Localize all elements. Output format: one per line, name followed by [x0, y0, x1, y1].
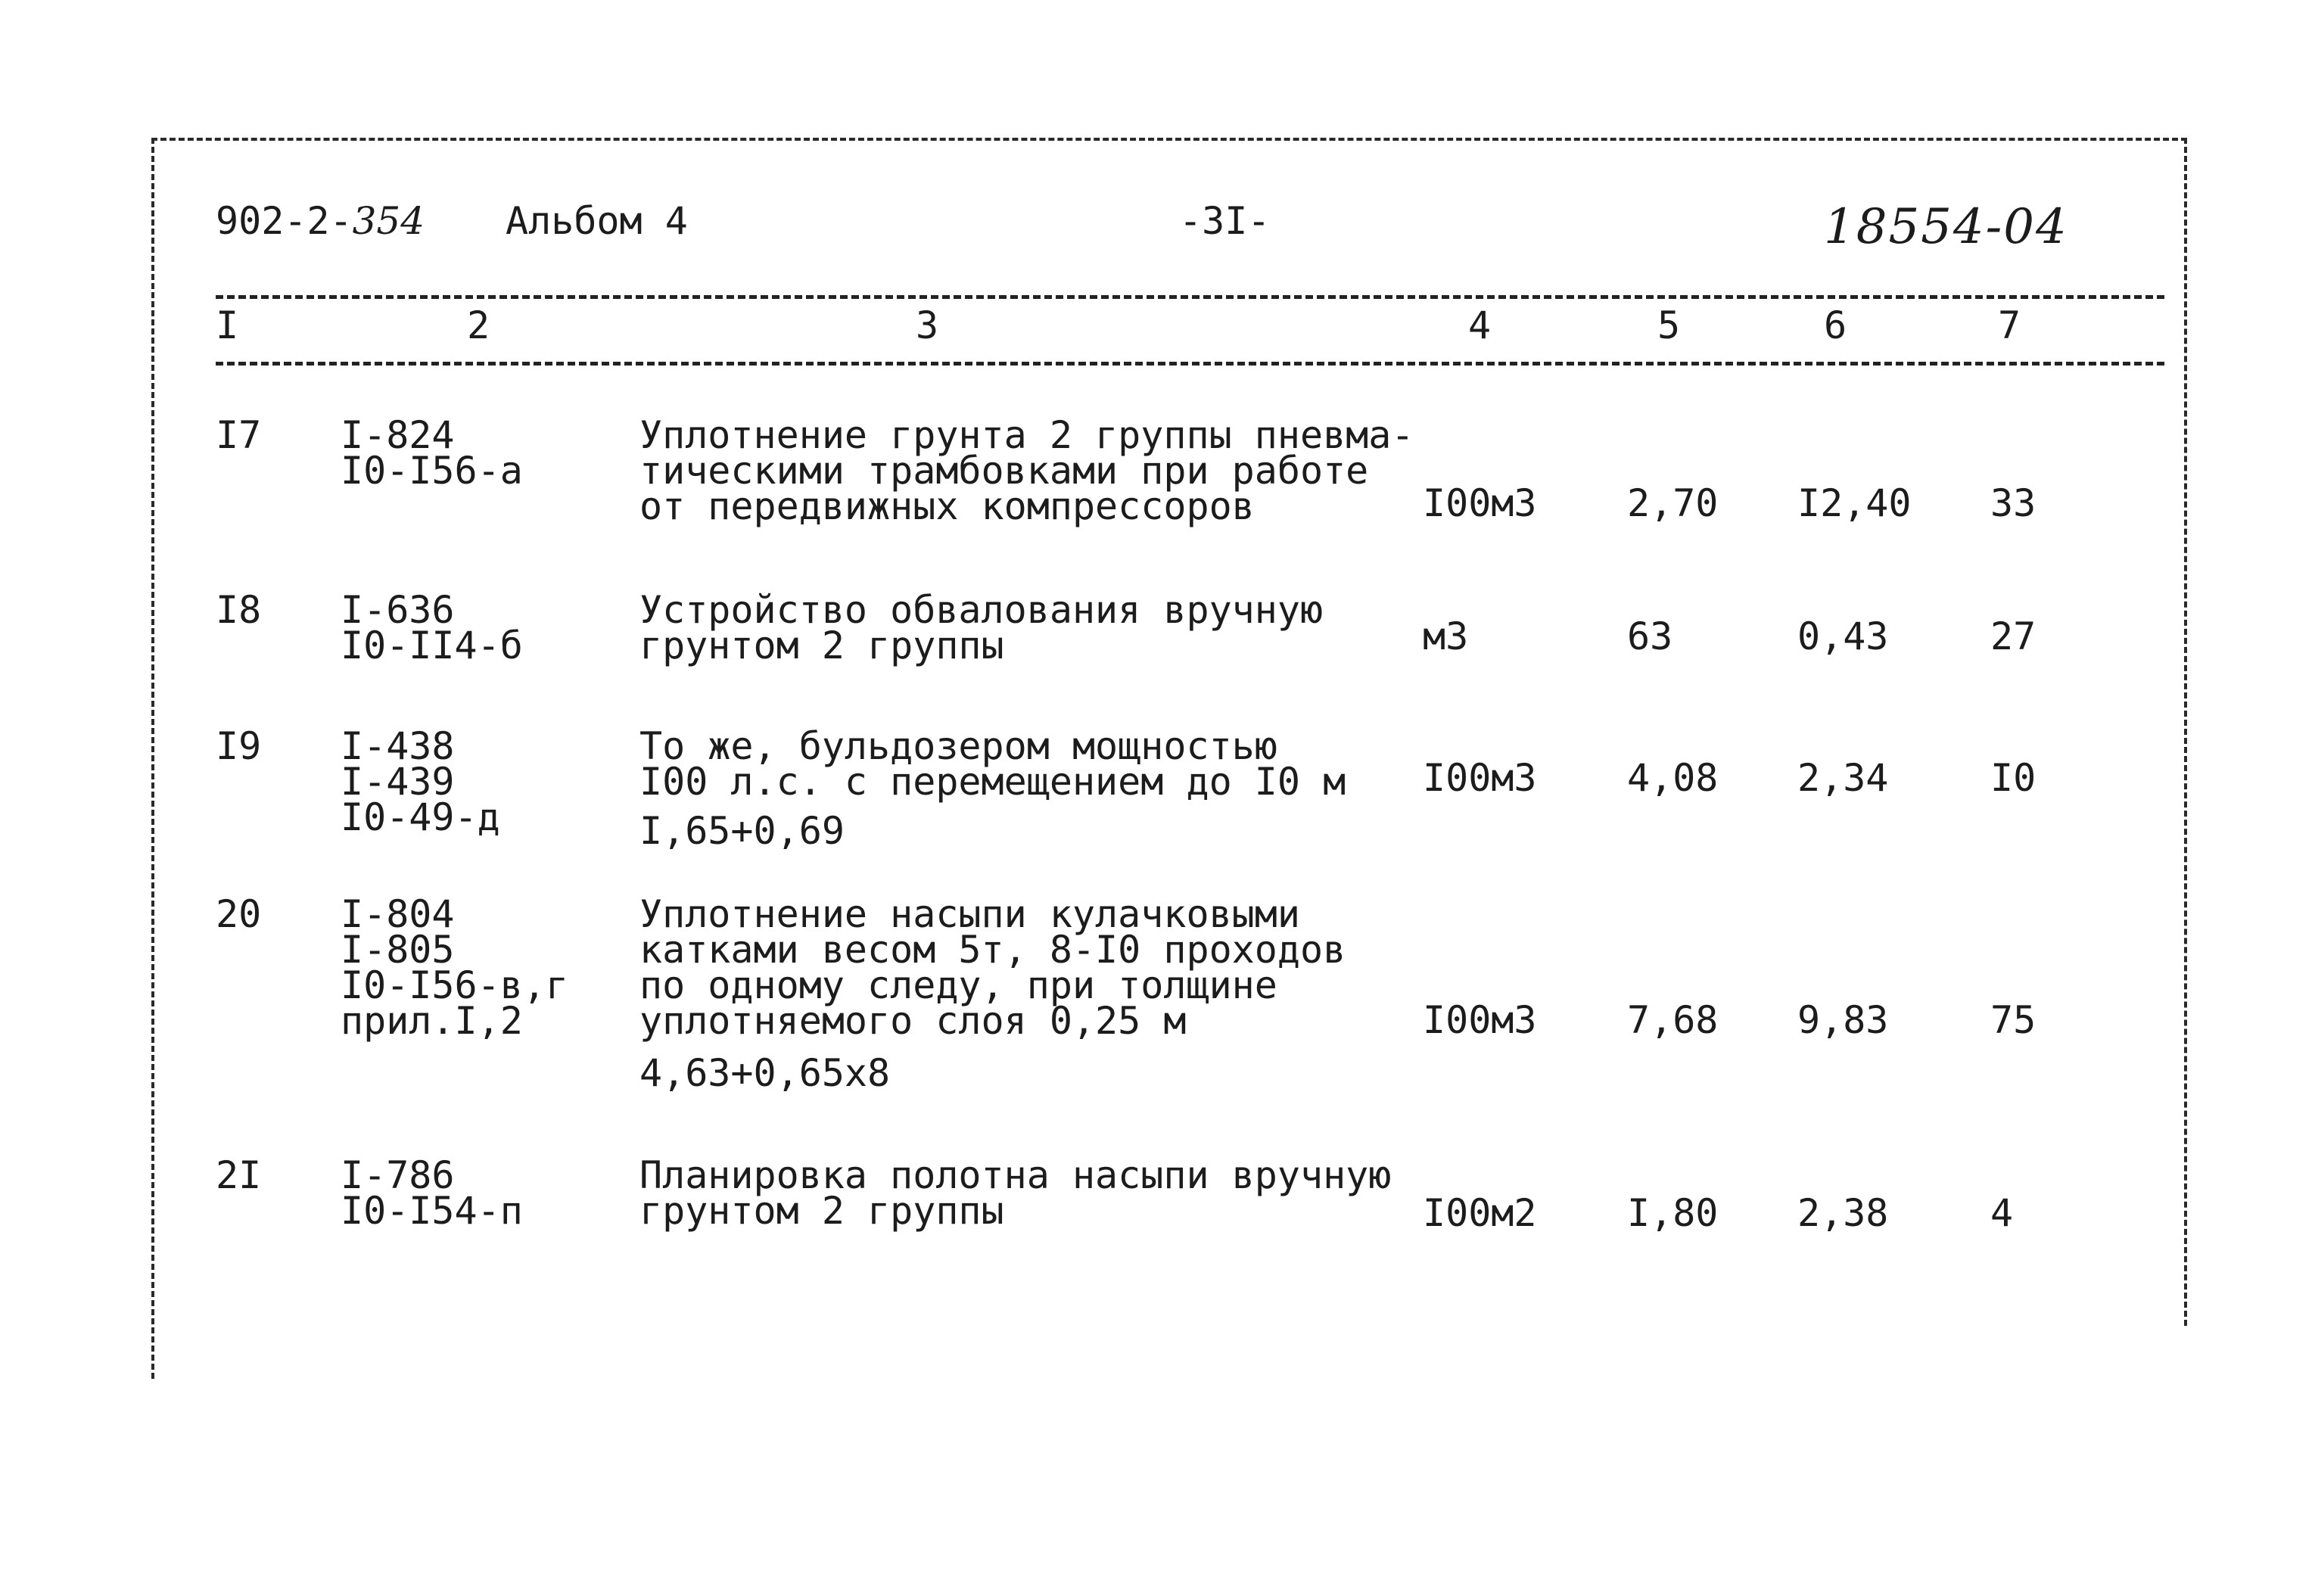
- unit-rate: I2,40: [1797, 481, 1912, 525]
- work-description-line: Устройство обвалования вручную: [639, 588, 1324, 632]
- work-description-line: катками весом 5т, 8-I0 проходов: [639, 928, 1346, 972]
- quantity: I,80: [1627, 1191, 1719, 1235]
- row-number: 20: [216, 892, 262, 936]
- frame-right-border: [2184, 138, 2187, 1326]
- row-number: I9: [216, 724, 262, 768]
- work-description-line: по одному следу, при толщине: [639, 963, 1277, 1007]
- work-description-line: грунтом 2 группы: [639, 624, 1004, 667]
- norm-code: прил.I,2: [341, 999, 523, 1043]
- frame-left-border: [151, 138, 154, 1379]
- column-header-5: 5: [1657, 303, 1681, 347]
- calculation-note: 4,63+0,65х8: [639, 1051, 891, 1095]
- unit-of-measure: I00м3: [1423, 481, 1537, 525]
- norm-code: I-636: [341, 588, 455, 632]
- calculation-note: I,65+0,69: [639, 809, 845, 853]
- row-number: I7: [216, 413, 262, 457]
- album-label: Альбом 4: [506, 199, 688, 243]
- work-description-line: Планировка полотна насыпи вручную: [639, 1153, 1392, 1197]
- column-header-4: 4: [1468, 303, 1492, 347]
- header-rule-bottom: [216, 362, 2164, 366]
- quantity: 2,70: [1627, 481, 1719, 525]
- norm-code: I-804: [341, 892, 455, 936]
- column-header-6: 6: [1824, 303, 1847, 347]
- unit-of-measure: I00м3: [1423, 756, 1537, 800]
- work-description-line: грунтом 2 группы: [639, 1189, 1004, 1233]
- unit-rate: 9,83: [1797, 998, 1889, 1042]
- total-value: 33: [1990, 481, 2037, 525]
- quantity: 7,68: [1627, 998, 1719, 1042]
- work-description-line: тическими трамбовками при работе: [639, 449, 1369, 493]
- unit-rate: 2,34: [1797, 756, 1889, 800]
- norm-code: I0-49-д: [341, 795, 500, 839]
- norm-code: I-805: [341, 928, 455, 972]
- document-code: [216, 198, 425, 244]
- total-value: I0: [1990, 756, 2037, 800]
- column-header-3: 3: [916, 303, 939, 347]
- unit-rate: 0,43: [1797, 614, 1889, 658]
- work-description-line: То же, бульдозером мощностью: [639, 724, 1277, 768]
- quantity: 4,08: [1627, 756, 1719, 800]
- inventory-number: 18554-04: [1824, 199, 2068, 255]
- column-header-1: I: [216, 303, 239, 347]
- total-value: 27: [1990, 614, 2037, 658]
- norm-code: I0-I54-п: [341, 1189, 523, 1233]
- norm-code: I-824: [341, 413, 455, 457]
- unit-of-measure: I00м3: [1423, 998, 1537, 1042]
- norm-code: I0-II4-б: [341, 624, 523, 667]
- header-rule-top: [216, 295, 2164, 299]
- work-description-line: I00 л.с. с перемещением до I0 м: [639, 760, 1346, 804]
- total-value: 4: [1990, 1191, 2014, 1235]
- unit-of-measure: I00м2: [1423, 1191, 1537, 1235]
- quantity: 63: [1627, 614, 1673, 658]
- row-number: I8: [216, 588, 262, 632]
- document-code-handwritten: 354: [352, 199, 425, 243]
- work-description-line: уплотняемого слоя 0,25 м: [639, 999, 1187, 1043]
- frame-top-border: [151, 138, 2187, 141]
- column-header-2: 2: [467, 303, 490, 347]
- total-value: 75: [1990, 998, 2037, 1042]
- work-description-line: Уплотнение насыпи кулачковыми: [639, 892, 1300, 936]
- work-description-line: Уплотнение грунта 2 группы пневма-: [639, 413, 1414, 457]
- unit-of-measure: м3: [1423, 614, 1469, 658]
- norm-code: I-438: [341, 724, 455, 768]
- page-number: -3I-: [1179, 199, 1271, 243]
- norm-code: I0-I56-в,г: [341, 963, 569, 1007]
- column-header-7: 7: [1998, 303, 2021, 347]
- norm-code: I0-I56-а: [341, 449, 523, 493]
- norm-code: I-439: [341, 760, 455, 804]
- work-description-line: от передвижных компрессоров: [639, 484, 1255, 528]
- norm-code: I-786: [341, 1153, 455, 1197]
- unit-rate: 2,38: [1797, 1191, 1889, 1235]
- row-number: 2I: [216, 1153, 262, 1197]
- document-code-printed: 902-2-: [216, 199, 353, 243]
